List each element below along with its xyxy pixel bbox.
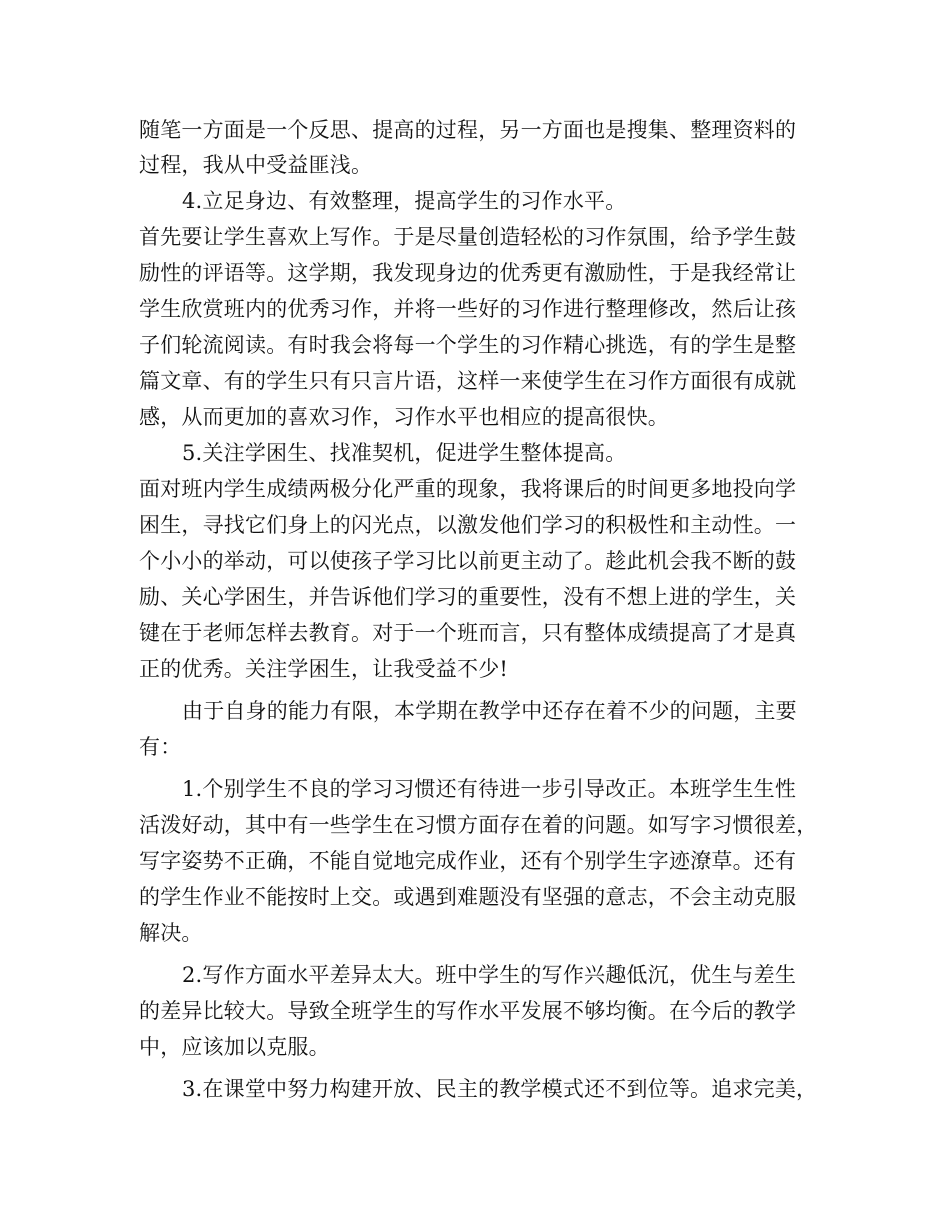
paragraph-line: 面对班内学生成绩两极分化严重的现象，我将课后的时间更多地投向学	[139, 477, 797, 501]
list-item-3: 3.在课堂中努力构建开放、民主的教学模式还不到位等。追求完美，	[182, 1077, 818, 1101]
paragraph-line: 励性的评语等。这学期，我发现身边的优秀更有激励性，于是我经常让	[139, 261, 797, 285]
paragraph-line: 键在于老师怎样去教育。对于一个班而言，只有整体成绩提高了才是真	[139, 621, 797, 645]
paragraph-line: 励、关心学困生，并告诉他们学习的重要性，没有不想上进的学生，关	[139, 585, 797, 609]
paragraph-line: 过程，我从中受益匪浅。	[139, 153, 373, 177]
paragraph-line: 子们轮流阅读。有时我会将每一个学生的习作精心挑选，有的学生是整	[139, 333, 797, 357]
paragraph-line: 活泼好动，其中有一些学生在习惯方面存在着的问题。如写字习惯很差，	[139, 813, 818, 837]
section-heading-4: 4.立足身边、有效整理，提高学生的习作水平。	[182, 189, 627, 213]
paragraph-line: 个小小的举动，可以使孩子学习比以前更主动了。趁此机会我不断的鼓	[139, 549, 797, 573]
paragraph-line: 随笔一方面是一个反思、提高的过程，另一方面也是搜集、整理资料的	[139, 118, 797, 142]
paragraph-line: 正的优秀。关注学困生，让我受益不少!	[139, 657, 509, 681]
section-heading-5: 5.关注学困生、找准契机，促进学生整体提高。	[182, 441, 627, 465]
paragraph-line: 首先要让学生喜欢上写作。于是尽量创造轻松的习作氛围，给予学生鼓	[139, 225, 797, 249]
paragraph-line: 篇文章、有的学生只有只言片语，这样一来使学生在习作方面很有成就	[139, 369, 797, 393]
paragraph-line: 由于自身的能力有限，本学期在教学中还存在着不少的问题，主要	[182, 699, 797, 723]
paragraph-line: 感，从而更加的喜欢习作，习作水平也相应的提高很快。	[139, 405, 669, 429]
paragraph-line: 中，应该加以克服。	[139, 1035, 330, 1059]
list-item-1: 1.个别学生不良的学习习惯还有待进一步引导改正。本班学生生性	[182, 777, 797, 801]
paragraph-line: 的差异比较大。导致全班学生的写作水平发展不够均衡。在今后的教学	[139, 999, 797, 1023]
list-item-2: 2.写作方面水平差异太大。班中学生的写作兴趣低沉，优生与差生	[182, 963, 797, 987]
paragraph-line: 困生，寻找它们身上的闪光点，以激发他们学习的积极性和主动性。一	[139, 513, 797, 537]
paragraph-line: 学生欣赏班内的优秀习作，并将一些好的习作进行整理修改，然后让孩	[139, 297, 797, 321]
paragraph-line: 写字姿势不正确，不能自觉地完成作业，还有个别学生字迹潦草。还有	[139, 849, 797, 873]
paragraph-line: 的学生作业不能按时上交。或遇到难题没有坚强的意志，不会主动克服	[139, 885, 797, 909]
paragraph-line: 有：	[139, 735, 182, 759]
paragraph-line: 解决。	[139, 921, 203, 945]
